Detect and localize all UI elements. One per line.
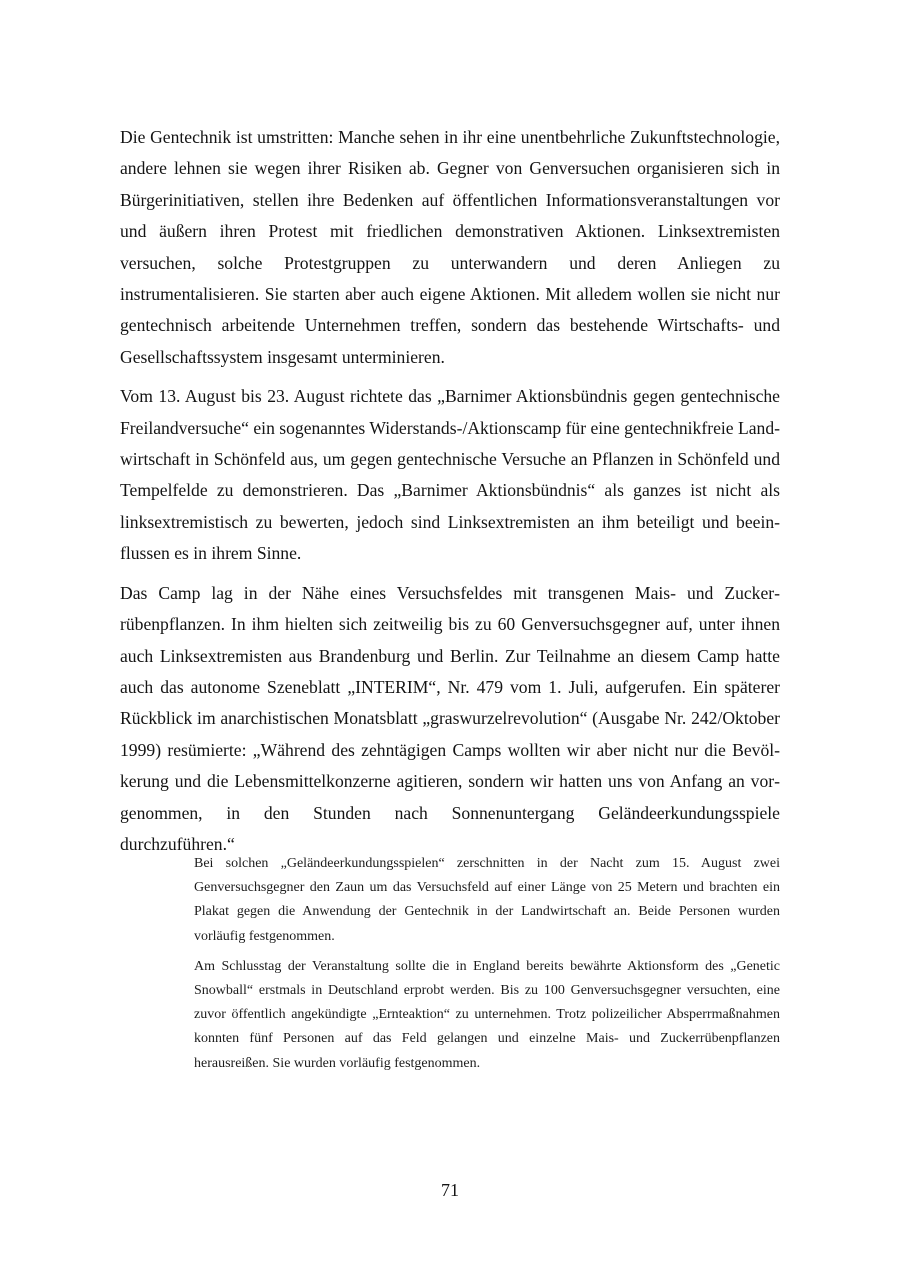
paragraph-camp-details: Das Camp lag in der Nähe eines Versuchsfeldes mit transgenen Mais- und Zuckerrübenpflanzen. In ihm hielten sich zeitweilig bis zu 60 Genversuchsgegner auf, unter ihnen auch Linksextremisten aus Brandenburg und Berlin. Zur Teilnahme an diesem Camp hatte auch das autonome Szeneblatt „INTERIM“, Nr. 479 vom 1. Juli, aufgerufen. Ein späterer Rückblick im anarchistischen Monatsblatt „graswurzelrevolution“ (Ausgabe Nr. 242/Oktober 1999) resümierte: „Während des zehntägigen Camps wollten wir aber nicht nur die Bevölkerung und die Lebensmittelkonzerne agitieren, sondern wir hatten uns von Anfang an vorgenommen, in den Stunden nach Sonnenuntergang Geländeerkundungsspiele durchzuführen.“ (120, 582, 780, 854)
indented-paragraph-zaun: Bei solchen „Geländeerkundungsspielen“ zerschnitten in der Nacht zum 15. August zwei Genversuchsgegner den Zaun um das Versuchsfeld auf einer Länge von 25 Metern und brachten ein Plakat gegen die Anwendung der Gentechnik in der Landwirtschaft an. Beide Personen wurden vorläufig festgenommen. (194, 856, 780, 944)
indented-text-block (194, 852, 780, 1082)
indented-paragraph-genetic-snowball: Am Schlusstag der Veranstaltung sollte die in England bereits bewährte Aktionsform des „Genetic Snowball“ erstmals in Deutschland erprobt werden. Bis zu 100 Genversuchsgegner versuchten, eine zuvor öffentlich angekündigte „Ernteaktion“ zu unternehmen. Trotz polizeilicher Absperrmaßnahmen konnten fünf Personen auf das Feld gelangen und einzelne Mais- und Zuckerrübenpflanzen herausreißen. Sie wurden vorläufig festgenommen. (194, 958, 780, 1071)
main-text-body (120, 122, 780, 868)
page-number: 71 (441, 1180, 459, 1200)
paragraph-aktionscamp: Vom 13. August bis 23. August richtete das „Barnimer Aktionsbündnis gegen gentechnische Freilandversuche“ ein sogenanntes Widerstands-/Aktionscamp für eine gentechnikfreie Landwirtschaft in Schönfeld aus, um gegen gentechnische Versuche an Pflanzen in Schönfeld und Tempelfelde zu demonstrieren. Das „Barnimer Aktionsbündnis“ als ganzes ist nicht als linksextremistisch zu bewerten, jedoch sind Linksextremisten an ihm beteiligt und beeinflussen es in ihrem Sinne. (120, 386, 780, 564)
paragraph-gentechnik-intro: Die Gentechnik ist umstritten: Manche sehen in ihr eine unentbehrliche Zukunftstechnologie, andere lehnen sie wegen ihrer Risiken ab. Gegner von Genversuchen organisieren sich in Bürgerinitiativen, stellen ihre Bedenken auf öffentlichen Informationsveranstaltungen vor und äußern ihren Protest mit friedlichen demonstrativen Aktionen. Linksextremisten versuchen, solche Protestgruppen zu unterwandern und deren Anliegen zu instrumentalisieren. Sie starten aber auch eigene Aktionen. Mit alledem wollen sie nicht nur gentechnisch arbeitende Unternehmen treffen, sondern das bestehende Wirtschafts- und Gesellschaftssystem insgesamt unterminieren. (120, 127, 780, 367)
